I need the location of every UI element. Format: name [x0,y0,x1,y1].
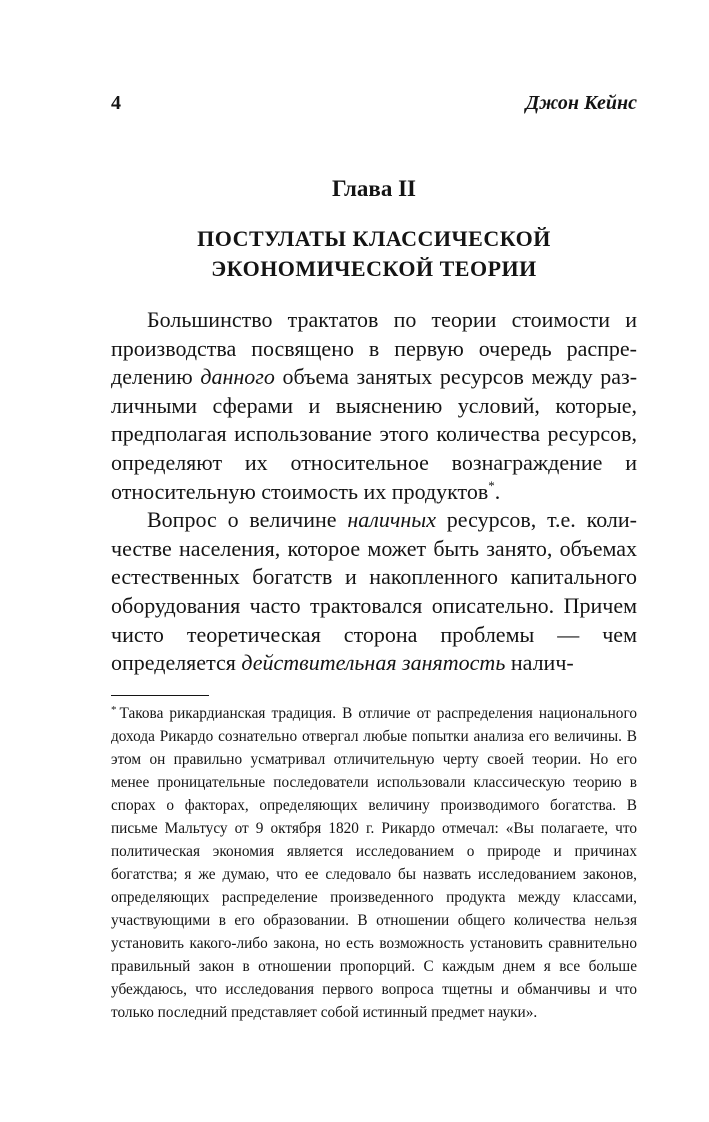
running-head [111,92,637,122]
emphasized-text: данного [200,364,275,390]
chapter-label: Глава II [331,176,416,201]
book-page [111,92,637,1024]
footnote [111,702,637,1024]
chapter-title [111,224,637,284]
body-text [111,306,637,678]
paragraph-text: Вопрос о величине [147,507,348,533]
emphasized-text: наличных [347,507,436,533]
paragraph-text: объема занятых ресурсов между различными сферами и выяснению условий, которые, предполагая использование этого количества ресурсов, определяют их относительное вознаграждение и относительную стоимость их продуктов [111,364,638,504]
page-number: 4 [111,92,121,114]
footnote-divider [111,695,209,696]
paragraph-text: налич- [505,650,574,676]
paragraph-text: . [494,478,501,504]
paragraph [111,506,637,678]
footnote-mark: * [111,703,117,716]
footnote-reference: * [488,477,495,493]
chapter-title-line: ЭКОНОМИЧЕСКОЙ ТЕОРИИ [211,256,537,281]
paragraph [111,306,637,506]
chapter-title-line: ПОСТУЛАТЫ КЛАССИЧЕСКОЙ [197,226,551,251]
footnote-text: Такова рикардианская традиция. В отличие от распределения национального дохода Рикардо сознательно отвергал любые попытки анализа его величины. В этом он правильно усматривал отличительную черту своей теории. Но его менее проницательные последователи использовали классическую теорию в спорах о факторах, определяющих величину производимого богатства. В письме Мальтусу от 9 октября 1820 г. Рикардо отмечал: «Вы полагаете, что политическая экономия является исследованием о природе и причинах богатства; я же думаю, что ее следовало бы назвать исследованием законов, определяющих распределение произведенного продукта между классами, участвующими в его образовании. В отношении общего количества нельзя установить какого-либо закона, но есть возможность установить сравнительно правильный закон в отношении пропорций. С каждым днем я все больше убеждаюсь, что исследования первого вопроса тщетны и обманчивы и что только последний представляет собой истинный предмет науки». [111,704,637,1021]
running-title: Джон Кейнс [525,92,637,114]
paragraph-text: ресурсов, т.е. количестве населения, которое может быть занято, объемах естественных богатств и накопленного капитального оборудования часто трактовался описательно. Причем чисто теоретическая сторона проблемы — чем определяется [111,507,637,676]
paragraph-text: Большинство трактатов по теории стоимости и производства посвящено в первую очередь распределению [111,307,637,390]
emphasized-text: действительная занятость [241,650,506,676]
